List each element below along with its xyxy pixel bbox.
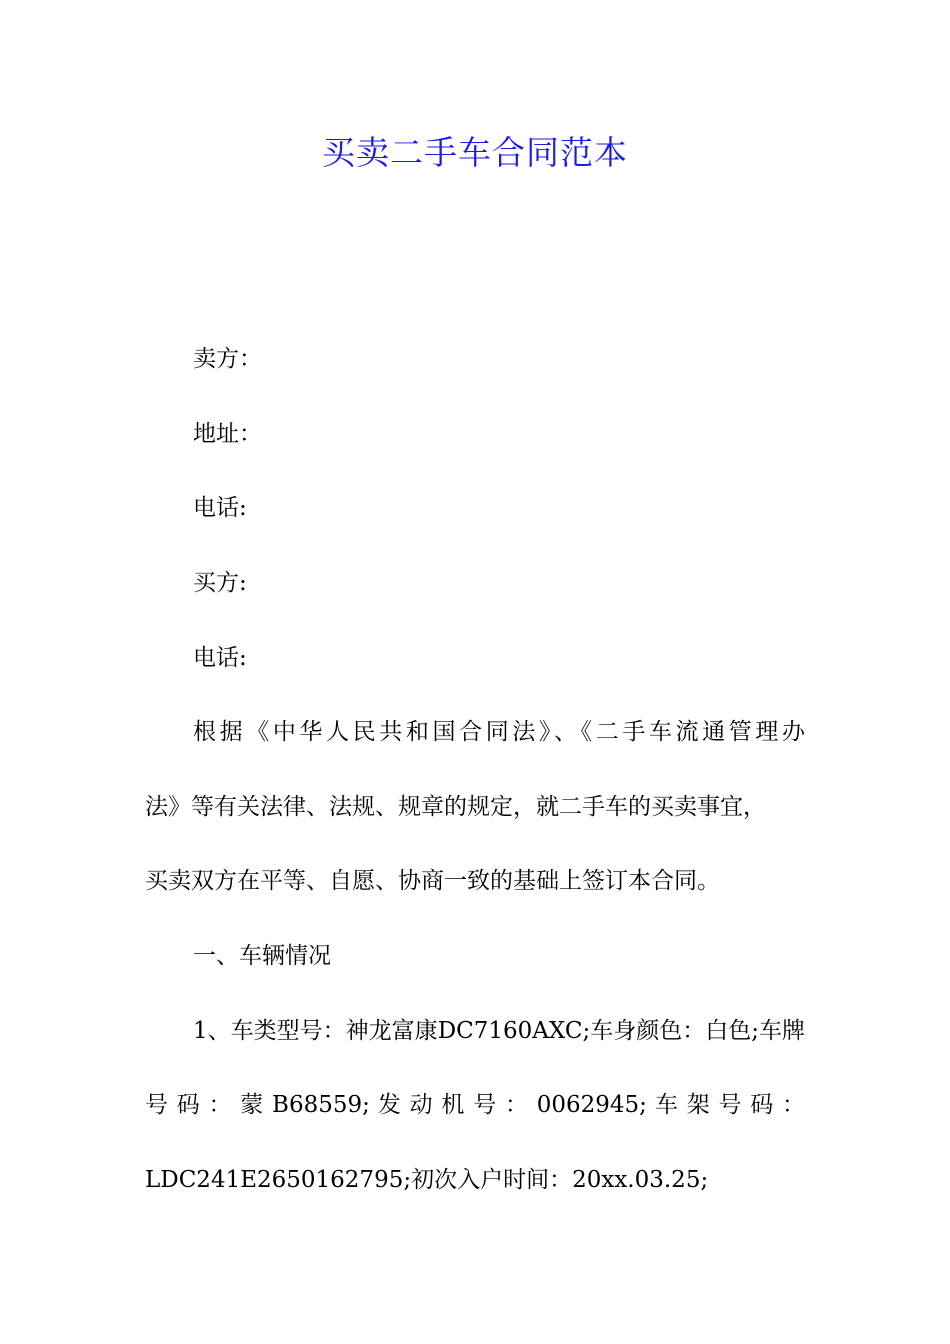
buyer-phone-label: 电话: <box>193 645 247 671</box>
document-title: 买卖二手车合同范本 <box>322 133 628 172</box>
vehicle-details-line-2: 号 码 ： 蒙 B68559; 发 动 机 号 ： 0062945; 车 架 号 码 ： <box>145 1092 805 1118</box>
buyer-label: 买方: <box>193 570 247 596</box>
vehicle-details-line-1: 1、车类型号：神龙富康DC7160AXC;车身颜色：白色;车牌 <box>193 1018 805 1044</box>
preamble-line-1: 根据《中华人民共和国合同法》、《二手车流通管理办 <box>193 719 805 745</box>
address-label: 地址： <box>193 421 262 447</box>
seller-label: 卖方： <box>193 346 262 372</box>
preamble-line-2: 法》等有关法律、法规、规章的规定，就二手车的买卖事宜， <box>145 794 766 820</box>
vehicle-details-line-3: LDC241E2650162795;初次入户时间：20xx.03.25; <box>145 1167 709 1193</box>
seller-phone-label: 电话: <box>193 495 247 521</box>
section-heading-vehicle: 一、车辆情况 <box>193 943 331 969</box>
preamble-line-3: 买卖双方在平等、自愿、协商一致的基础上签订本合同。 <box>145 868 720 894</box>
